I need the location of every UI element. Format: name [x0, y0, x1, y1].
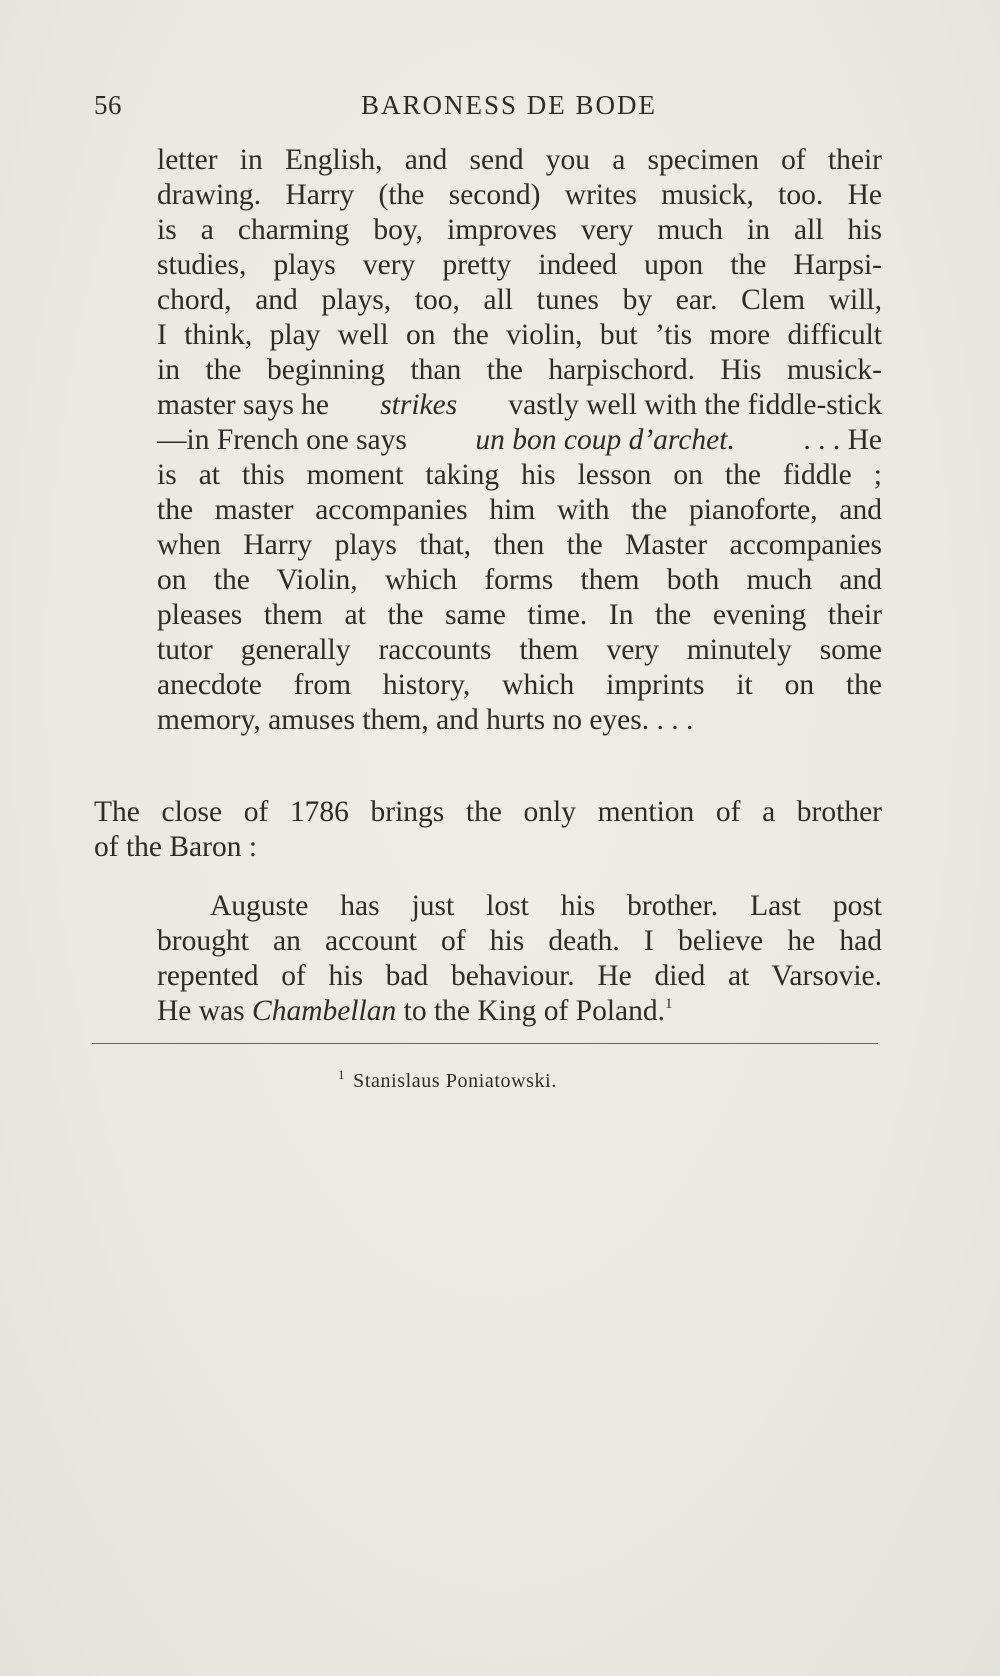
- text-segment: . . . He: [803, 424, 882, 456]
- text-line: brought an account of his death. I believe he had: [157, 925, 882, 957]
- text-line: Auguste has just lost his brother. Last post: [210, 890, 882, 922]
- text-line: is at this moment taking his lesson on the fiddle ;: [157, 459, 882, 491]
- text-line: I think, play well on the violin, but ’tis more difficult: [157, 319, 882, 351]
- text-line: in the beginning than the harpischord. His musick-: [157, 354, 882, 386]
- text-segment: He was: [157, 995, 245, 1027]
- text-line: the master accompanies him with the pianoforte, and: [157, 494, 882, 526]
- italic-text: un bon coup d’archet.: [475, 424, 735, 456]
- footnote-reference: 1: [665, 996, 673, 1012]
- text-line: on the Violin, which forms them both much and: [157, 564, 882, 596]
- italic-text: strikes: [380, 389, 458, 421]
- footnote-divider: [92, 1043, 878, 1044]
- text-line: drawing. Harry (the second) writes musick, too. He: [157, 179, 882, 211]
- text-line: [157, 388, 882, 423]
- text-segment: to the King of Poland.: [403, 995, 666, 1027]
- page-header: [94, 90, 884, 126]
- page-number: 56: [94, 90, 122, 120]
- text-line: chord, and plays, too, all tunes by ear. Clem will,: [157, 284, 882, 316]
- text-segment: master says he: [157, 389, 330, 421]
- text-line: memory, amuses them, and hurts no eyes. . . .: [157, 704, 694, 736]
- running-head: BARONESS DE BODE: [360, 90, 658, 120]
- text-line: is a charming boy, improves very much in all his: [157, 214, 882, 246]
- footnote: [338, 1067, 557, 1093]
- text-line: pleases them at the same time. In the evening their: [157, 599, 882, 631]
- text-line: studies, plays very pretty indeed upon the Harpsi-: [157, 249, 882, 281]
- text-line: anecdote from history, which imprints it on the: [157, 669, 882, 701]
- text-line: when Harry plays that, then the Master accompanies: [157, 529, 882, 561]
- text-line: tutor generally raccounts them very minutely some: [157, 634, 882, 666]
- text-line: [157, 423, 882, 458]
- text-line: repented of his bad behaviour. He died at Varsovie.: [157, 960, 882, 992]
- text-line: [157, 994, 673, 1029]
- italic-text: Chambellan: [252, 995, 397, 1027]
- text-line: The close of 1786 brings the only mention of a brother: [94, 796, 882, 828]
- text-segment: vastly well with the fiddle-stick: [508, 389, 882, 421]
- footnote-text: Stanislaus Poniatowski.: [353, 1070, 557, 1092]
- footnote-mark: 1: [338, 1067, 346, 1082]
- text-line: of the Baron :: [94, 831, 258, 863]
- text-line: letter in English, and send you a specimen of their: [157, 144, 882, 176]
- text-segment: —in French one says: [157, 424, 407, 456]
